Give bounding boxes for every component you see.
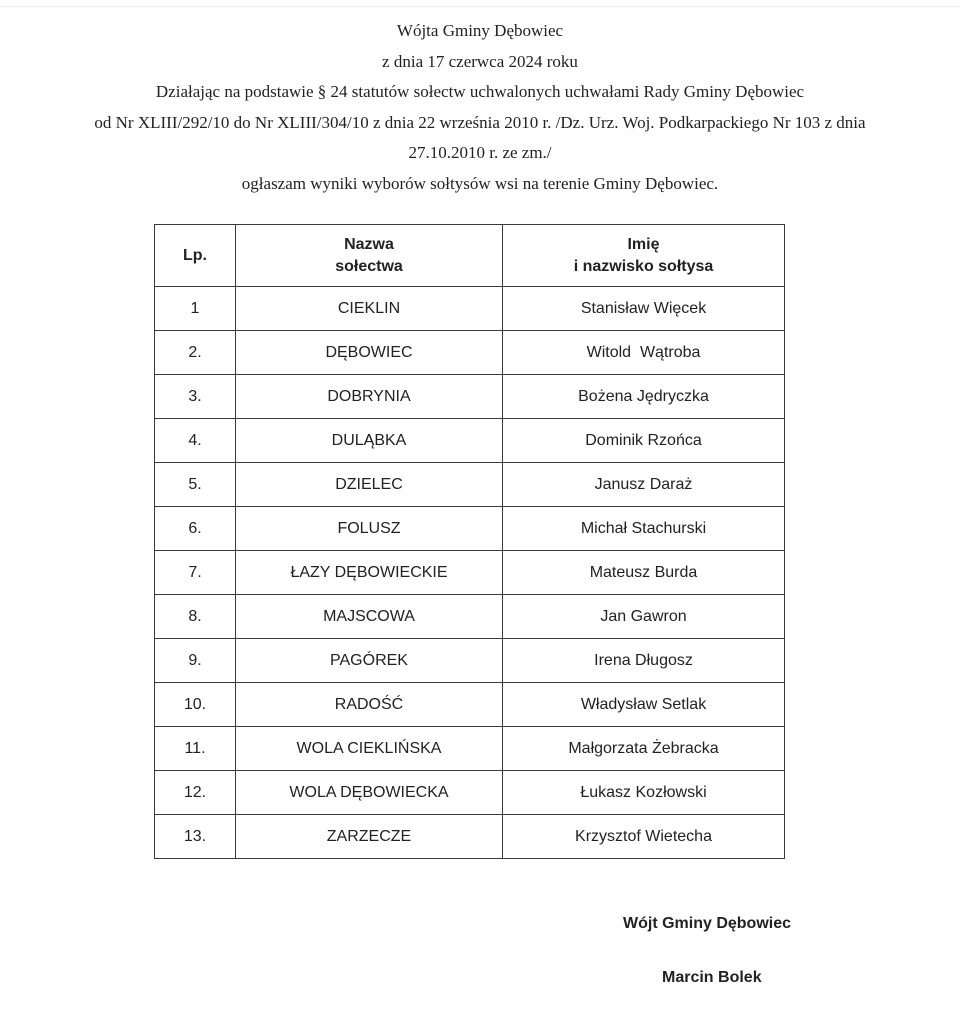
cell-lp: 3.	[155, 375, 236, 419]
cell-soltys-name: Michał Stachurski	[503, 507, 785, 551]
header-village-name	[236, 225, 503, 287]
cell-village-name: ZARZECZE	[236, 815, 503, 859]
table-row	[155, 463, 785, 507]
cell-lp: 6.	[155, 507, 236, 551]
table-row	[155, 375, 785, 419]
table-row	[155, 595, 785, 639]
table-row	[155, 639, 785, 683]
cell-lp: 10.	[155, 683, 236, 727]
cell-village-name: FOLUSZ	[236, 507, 503, 551]
cell-soltys-name: Krzysztof Wietecha	[503, 815, 785, 859]
cell-soltys-name: Łukasz Kozłowski	[503, 771, 785, 815]
signature-name: Marcin Bolek	[662, 969, 762, 986]
header-line-resolutions: od Nr XLIII/292/10 do Nr XLIII/304/10 z dnia 22 września 2010 r. /Dz. Urz. Woj. Podkarpackiego Nr 103 z dnia	[94, 112, 866, 132]
cell-village-name: DOBRYNIA	[236, 375, 503, 419]
header-line-legal-basis: Działając na podstawie § 24 statutów sołectw uchwalonych uchwałami Rady Gminy Dębowiec	[155, 82, 805, 102]
cell-lp: 4.	[155, 419, 236, 463]
cell-lp: 7.	[155, 551, 236, 595]
cell-village-name: PAGÓREK	[236, 639, 503, 683]
table-row	[155, 551, 785, 595]
cell-village-name: DZIELEC	[236, 463, 503, 507]
cell-soltys-name: Małgorzata Żebracka	[503, 727, 785, 771]
table-header-row	[155, 225, 785, 287]
table-row	[155, 331, 785, 375]
cell-village-name: RADOŚĆ	[236, 683, 503, 727]
cell-lp: 2.	[155, 331, 236, 375]
cell-lp: 13.	[155, 815, 236, 859]
table-row	[155, 507, 785, 551]
cell-village-name: DULĄBKA	[236, 419, 503, 463]
header-line-date: z dnia 17 czerwca 2024 roku	[382, 51, 578, 71]
cell-lp: 1	[155, 287, 236, 331]
cell-soltys-name: Janusz Daraż	[503, 463, 785, 507]
cell-soltys-name: Dominik Rzońca	[503, 419, 785, 463]
cell-lp: 9.	[155, 639, 236, 683]
cell-soltys-name: Witold Wątroba	[503, 331, 785, 375]
cell-lp: 5.	[155, 463, 236, 507]
header-village-name-line2: sołectwa	[335, 257, 403, 275]
cell-village-name: CIEKLIN	[236, 287, 503, 331]
signature-title: Wójt Gminy Dębowiec	[623, 915, 792, 932]
cell-village-name: DĘBOWIEC	[236, 331, 503, 375]
header-soltys-name	[503, 225, 785, 287]
cell-lp: 12.	[155, 771, 236, 815]
cell-lp: 8.	[155, 595, 236, 639]
cell-soltys-name: Mateusz Burda	[503, 551, 785, 595]
header-lp-label: Lp.	[183, 246, 207, 264]
table-row	[155, 287, 785, 331]
header-line-announcement: ogłaszam wyniki wyborów sołtysów wsi na terenie Gminy Dębowiec.	[241, 173, 719, 193]
table-row	[155, 815, 785, 859]
cell-soltys-name: Bożena Jędryczka	[503, 375, 785, 419]
top-divider	[0, 6, 960, 7]
table-row	[155, 771, 785, 815]
cell-soltys-name: Irena Długosz	[503, 639, 785, 683]
cell-village-name: WOLA DĘBOWIECKA	[236, 771, 503, 815]
table-row	[155, 419, 785, 463]
header-lp	[155, 225, 236, 287]
cell-soltys-name: Stanisław Więcek	[503, 287, 785, 331]
table-row	[155, 683, 785, 727]
cell-village-name: WOLA CIEKLIŃSKA	[236, 727, 503, 771]
announcement-header	[0, 16, 960, 200]
cell-soltys-name: Jan Gawron	[503, 595, 785, 639]
header-line-issuer: Wójta Gminy Dębowiec	[396, 21, 564, 40]
cell-village-name: ŁAZY DĘBOWIECKIE	[236, 551, 503, 595]
cell-village-name: MAJSCOWA	[236, 595, 503, 639]
table-row	[155, 727, 785, 771]
cell-lp: 11.	[155, 727, 236, 771]
cell-soltys-name: Władysław Setlak	[503, 683, 785, 727]
header-soltys-name-line1: Imię	[627, 235, 660, 253]
header-line-amendments: 27.10.2010 r. ze zm./	[408, 143, 552, 163]
header-village-name-line1: Nazwa	[344, 235, 394, 253]
election-results-table	[154, 224, 785, 859]
header-soltys-name-line2: i nazwisko sołtysa	[573, 257, 714, 275]
